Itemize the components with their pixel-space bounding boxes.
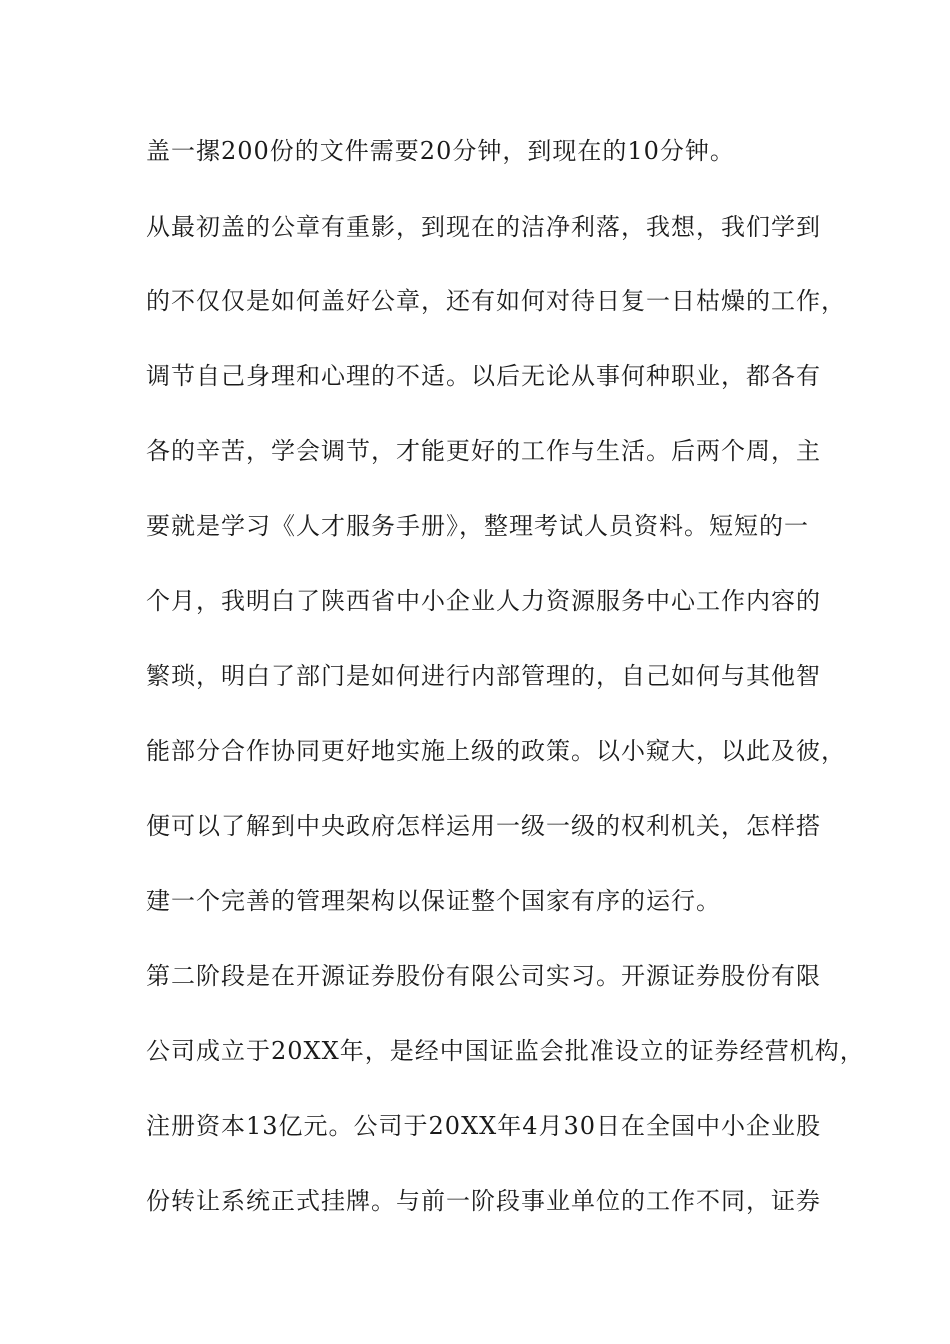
text-line: 盖一摞200份的文件需要20分钟，到现在的10分钟。 xyxy=(146,137,735,165)
text-line: 调节自己身理和心理的不适。以后无论从事何种职业，都各有 xyxy=(146,362,821,390)
text-line: 繁琐，明白了部门是如何进行内部管理的，自己如何与其他智 xyxy=(146,662,821,690)
text-line: 能部分合作协同更好地实施上级的政策。以小窥大，以此及彼， xyxy=(146,737,846,765)
text-line: 个月，我明白了陕西省中小企业人力资源服务中心工作内容的 xyxy=(146,587,821,615)
text-line: 份转让系统正式挂牌。与前一阶段事业单位的工作不同，证券 xyxy=(146,1187,821,1215)
text-line: 注册资本13亿元。公司于20XX年4月30日在全国中小企业股 xyxy=(146,1112,822,1140)
text-line: 要就是学习《人才服务手册》，整理考试人员资料。短短的一 xyxy=(146,512,809,540)
text-line: 的不仅仅是如何盖好公章，还有如何对待日复一日枯燥的工作， xyxy=(146,287,846,315)
text-line: 便可以了解到中央政府怎样运用一级一级的权利机关，怎样搭 xyxy=(146,812,821,840)
text-line: 各的辛苦，学会调节，才能更好的工作与生活。后两个周，主 xyxy=(146,437,821,465)
text-line: 从最初盖的公章有重影，到现在的洁净利落，我想，我们学到 xyxy=(146,213,821,241)
text-line: 建一个完善的管理架构以保证整个国家有序的运行。 xyxy=(146,887,721,915)
text-line: 第二阶段是在开源证券股份有限公司实习。开源证券股份有限 xyxy=(146,962,821,990)
text-line: 公司成立于20XX年，是经中国证监会批准设立的证券经营机构， xyxy=(146,1037,865,1065)
